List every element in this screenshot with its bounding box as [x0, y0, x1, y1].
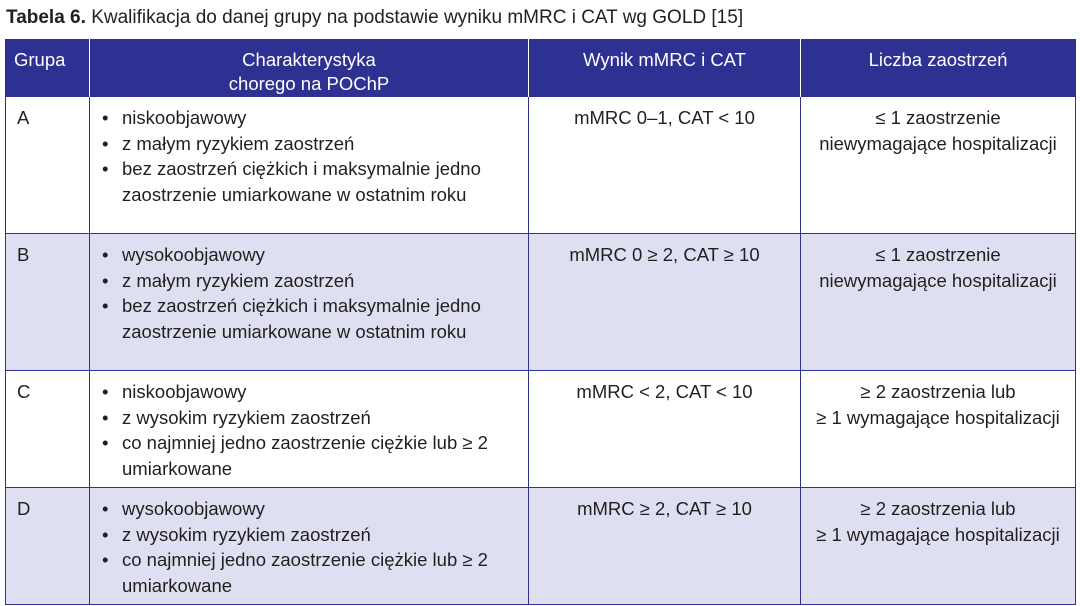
row-score: mMRC 0 ≥ 2, CAT ≥ 10 — [529, 234, 801, 371]
row-score: mMRC ≥ 2, CAT ≥ 10 — [529, 488, 801, 605]
characteristics-list — [100, 242, 518, 344]
list-item: • wysokoobjawowy — [100, 242, 518, 268]
header-group: Grupa — [6, 39, 90, 97]
row-exacerbations — [801, 488, 1076, 605]
row-group: C — [6, 371, 90, 488]
list-item: • bez zaostrzeń ciężkich i maksymalnie jedno zaostrzenie umiarkowane w ostatnim roku — [100, 156, 518, 207]
table-caption — [6, 6, 743, 30]
list-item: • z małym ryzykiem zaostrzeń — [100, 268, 518, 294]
row-group: B — [6, 234, 90, 371]
list-item: • z wysokim ryzykiem zaostrzeń — [100, 405, 518, 431]
gold-group-table — [5, 39, 1076, 605]
row-score: mMRC < 2, CAT < 10 — [529, 371, 801, 488]
row-characteristics — [90, 97, 529, 234]
table-row — [6, 234, 1076, 371]
row-group: A — [6, 97, 90, 234]
caption-label: Tabela 6. — [6, 7, 86, 28]
row-exacerbations — [801, 371, 1076, 488]
list-item: • bez zaostrzeń ciężkich i maksymalnie jedno zaostrzenie umiarkowane w ostatnim roku — [100, 293, 518, 344]
row-characteristics — [90, 234, 529, 371]
list-item: • niskoobjawowy — [100, 105, 518, 131]
row-characteristics — [90, 488, 529, 605]
table-row — [6, 97, 1076, 234]
list-item: • z małym ryzykiem zaostrzeń — [100, 131, 518, 157]
row-characteristics — [90, 371, 529, 488]
row-exacerbations — [801, 234, 1076, 371]
exacerbations-line1: ≥ 2 zaostrzenia lub — [860, 381, 1016, 402]
list-item: • niskoobjawowy — [100, 379, 518, 405]
exacerbations-line2: niewymagające hospitalizacji — [819, 132, 1057, 154]
list-item: • co najmniej jedno zaostrzenie ciężkie lub ≥ 2 umiarkowane — [100, 430, 518, 481]
characteristics-list — [100, 105, 518, 207]
list-item: • co najmniej jedno zaostrzenie ciężkie lub ≥ 2 umiarkowane — [100, 547, 518, 598]
exacerbations-line1: ≤ 1 zaostrzenie — [875, 107, 1001, 128]
header-characteristics — [90, 39, 529, 97]
row-exacerbations — [801, 97, 1076, 234]
row-group: D — [6, 488, 90, 605]
list-item: • wysokoobjawowy — [100, 496, 518, 522]
header-exacerbations: Liczba zaostrzeń — [801, 39, 1076, 97]
caption-text: Kwalifikacja do danej grupy na podstawie wyniku mMRC i CAT wg GOLD [15] — [91, 7, 744, 28]
header-score: Wynik mMRC i CAT — [529, 39, 801, 97]
table-row — [6, 371, 1076, 488]
exacerbations-line1: ≥ 2 zaostrzenia lub — [860, 498, 1016, 519]
header-characteristics-line1: Charakterystyka — [242, 49, 376, 70]
header-characteristics-line2: chorego na POChP — [228, 73, 390, 94]
table-row — [6, 488, 1076, 605]
exacerbations-line2: ≥ 1 wymagające hospitalizacji — [816, 406, 1060, 428]
row-score: mMRC 0–1, CAT < 10 — [529, 97, 801, 234]
characteristics-list — [100, 496, 518, 598]
list-item: • z wysokim ryzykiem zaostrzeń — [100, 522, 518, 548]
exacerbations-line2: ≥ 1 wymagające hospitalizacji — [816, 523, 1060, 545]
table-header-row — [6, 39, 1076, 97]
characteristics-list — [100, 379, 518, 481]
exacerbations-line1: ≤ 1 zaostrzenie — [875, 244, 1001, 265]
exacerbations-line2: niewymagające hospitalizacji — [819, 269, 1057, 291]
